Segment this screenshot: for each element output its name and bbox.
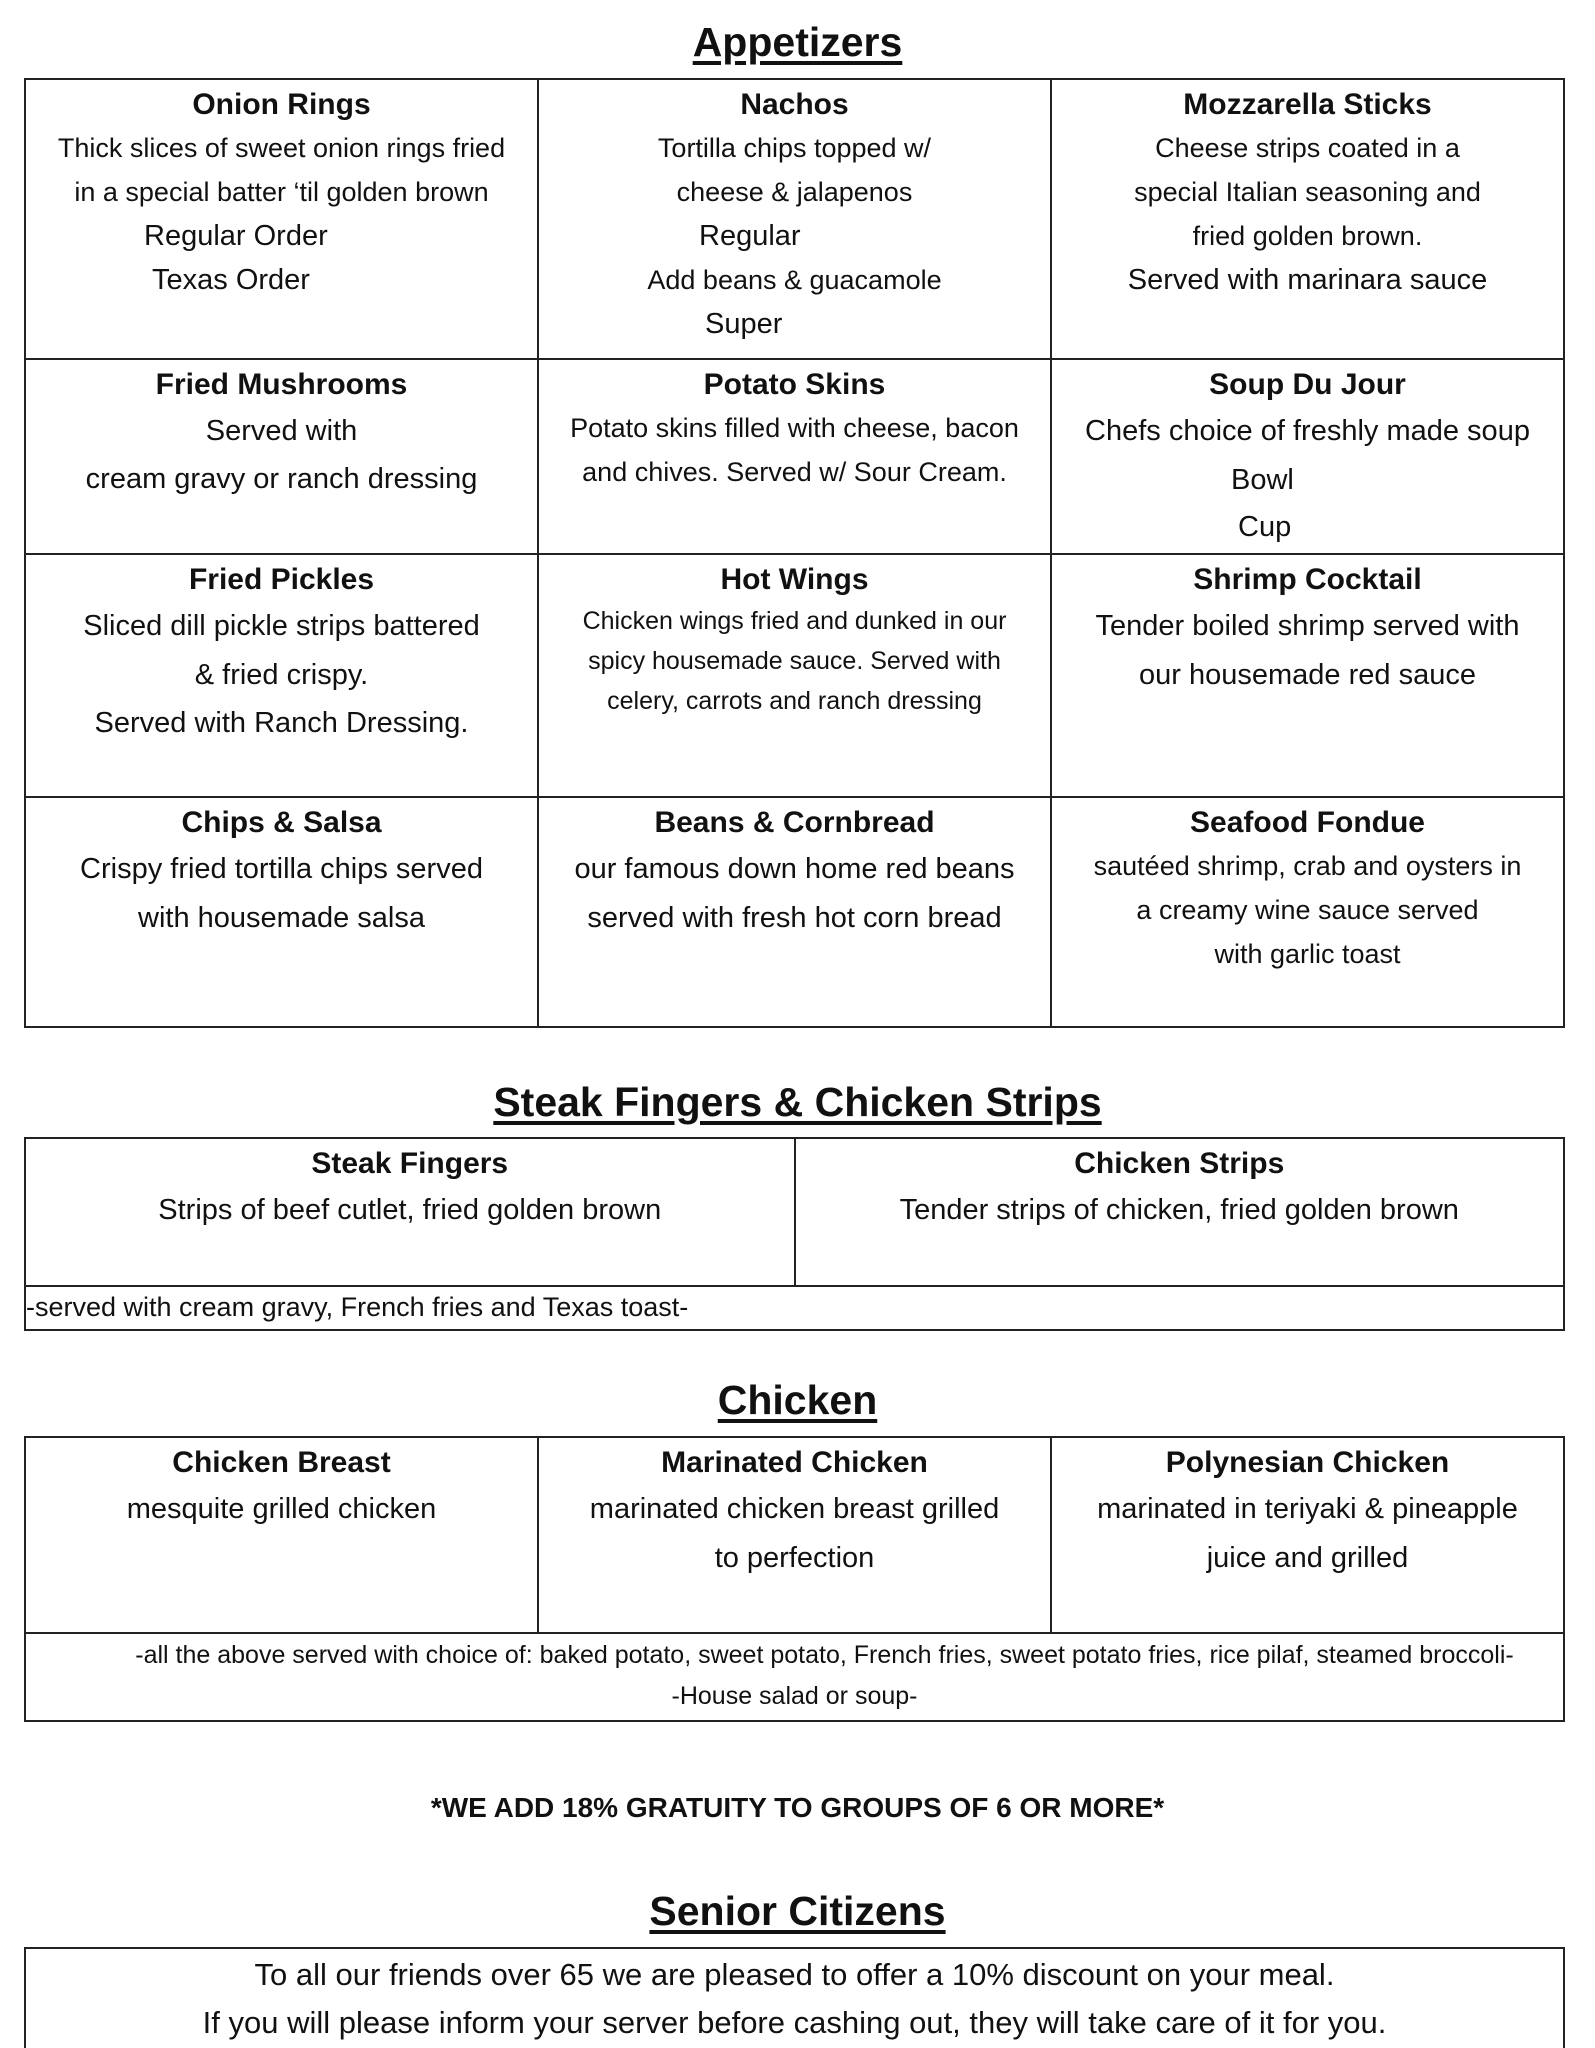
item-desc: Tortilla chips topped w/ (657, 133, 932, 163)
item-name: Soup Du Jour (1209, 368, 1406, 401)
senior-text-line: To all our friends over 65 we are pleased to offer a 10% discount on your meal. (254, 1957, 1335, 1992)
menu-item-chips-salsa (26, 798, 539, 1028)
menu-item-nachos (539, 80, 1052, 358)
item-desc: our famous down home red beans (574, 853, 1015, 885)
item-name: Marinated Chicken (661, 1446, 928, 1479)
item-name: Chips & Salsa (181, 806, 382, 839)
item-desc: celery, carrots and ranch dressing (607, 687, 982, 715)
item-option: Super (705, 308, 783, 340)
item-desc: mesquite grilled chicken (126, 1493, 437, 1525)
item-name: Shrimp Cocktail (1193, 563, 1422, 596)
item-name: Seafood Fondue (1190, 806, 1425, 839)
item-desc: sautéed shrimp, crab and oysters in (1093, 851, 1522, 881)
chicken-section-title: Chicken (717, 1377, 878, 1423)
item-desc: cream gravy or ranch dressing (85, 463, 478, 495)
appetizers-row (26, 798, 1563, 1028)
item-desc: Served with (205, 415, 358, 447)
item-desc: Served with marinara sauce (1127, 264, 1488, 296)
steak-table (24, 1137, 1565, 1331)
chicken-note (26, 1634, 1563, 1720)
menu-item-seafood-fondue (1052, 798, 1563, 1028)
item-desc: fried golden brown. (1192, 221, 1423, 251)
menu-item-onion-rings (26, 80, 539, 358)
item-option: Cup (1238, 511, 1292, 543)
menu-item-polynesian-chicken (1052, 1438, 1563, 1632)
menu-item-marinated-chicken (539, 1438, 1052, 1632)
item-name: Onion Rings (192, 88, 371, 121)
item-desc: our housemade red sauce (1139, 659, 1476, 691)
chicken-table (24, 1436, 1565, 1722)
item-name: Polynesian Chicken (1165, 1446, 1450, 1479)
menu-item-chicken-breast (26, 1438, 539, 1632)
item-desc: Strips of beef cutlet, fried golden brown (158, 1194, 662, 1226)
item-name: Steak Fingers (311, 1147, 509, 1180)
item-desc: marinated in teriyaki & pineapple (1097, 1493, 1518, 1525)
menu-item-hot-wings (539, 555, 1052, 796)
item-option: Add beans & guacamole (647, 265, 942, 295)
item-option: Regular (699, 220, 801, 252)
steak-section-title: Steak Fingers & Chicken Strips (493, 1079, 1102, 1125)
item-name: Chicken Strips (1074, 1147, 1285, 1180)
menu-item-potato-skins (539, 360, 1052, 553)
item-name: Hot Wings (720, 563, 869, 596)
appetizers-table (24, 78, 1565, 1028)
menu-item-beans-cornbread (539, 798, 1052, 1028)
menu-item-soup-du-jour (1052, 360, 1563, 553)
item-desc: Thick slices of sweet onion rings fried (57, 133, 506, 163)
item-desc: with garlic toast (1214, 939, 1401, 969)
item-desc: Chicken wings fried and dunked in our (582, 607, 1007, 635)
senior-section-title: Senior Citizens (649, 1888, 946, 1934)
chicken-salad-note: -House salad or soup- (671, 1682, 918, 1710)
item-desc: a creamy wine sauce served (1136, 895, 1479, 925)
item-desc: to perfection (714, 1542, 875, 1574)
senior-text-line: If you will please inform your server before cashing out, they will take care of it for you. (202, 2005, 1387, 2040)
item-desc: Chefs choice of freshly made soup (1085, 415, 1530, 447)
item-desc: with housemade salsa (138, 902, 425, 934)
item-desc: Cheese strips coated in a (1155, 133, 1460, 163)
item-desc: and chives. Served w/ Sour Cream. (582, 457, 1007, 487)
gratuity-notice: *WE ADD 18% GRATUITY TO GROUPS OF 6 OR MORE* (430, 1792, 1165, 1823)
item-name: Fried Mushrooms (155, 368, 408, 401)
menu-item-fried-mushrooms (26, 360, 539, 553)
item-desc: Served with Ranch Dressing. (94, 707, 469, 739)
appetizers-row (26, 555, 1563, 798)
item-option: Bowl (1231, 464, 1294, 496)
appetizers-row (26, 360, 1563, 555)
item-name: Mozzarella Sticks (1183, 88, 1432, 121)
item-desc: Crispy fried tortilla chips served (80, 853, 483, 885)
item-desc: Potato skins filled with cheese, bacon (570, 413, 1019, 443)
steak-note: -served with cream gravy, French fries and Texas toast- (26, 1292, 689, 1322)
menu-item-shrimp-cocktail (1052, 555, 1563, 796)
chicken-sides-note: -all the above served with choice of: baked potato, sweet potato, French fries, sweet potato fries, rice pilaf, steamed broccoli- (135, 1641, 1514, 1669)
menu-item-mozzarella-sticks (1052, 80, 1563, 358)
item-desc: juice and grilled (1206, 1542, 1409, 1574)
item-desc: served with fresh hot corn bread (587, 902, 1002, 934)
item-desc: spicy housemade sauce. Served with (588, 647, 1001, 675)
item-name: Nachos (740, 88, 849, 121)
item-desc: in a special batter ‘til golden brown (74, 177, 489, 207)
steak-row (26, 1139, 1563, 1287)
senior-box (24, 1947, 1565, 2048)
item-name: Fried Pickles (188, 563, 375, 596)
chicken-row (26, 1438, 1563, 1634)
item-desc: cheese & jalapenos (676, 177, 913, 207)
item-name: Potato Skins (703, 368, 886, 401)
menu-item-steak-fingers (26, 1139, 796, 1285)
appetizers-row (26, 80, 1563, 360)
item-option: Texas Order (152, 264, 310, 296)
item-desc: & fried crispy. (194, 659, 369, 691)
item-desc: Tender boiled shrimp served with (1095, 610, 1520, 642)
menu-item-chicken-strips (796, 1139, 1564, 1285)
item-desc: Tender strips of chicken, fried golden brown (899, 1194, 1459, 1226)
item-name: Beans & Cornbread (654, 806, 935, 839)
appetizers-title: Appetizers (692, 19, 903, 65)
item-desc: Sliced dill pickle strips battered (83, 610, 480, 642)
menu-item-fried-pickles (26, 555, 539, 796)
item-option: Regular Order (144, 220, 328, 252)
item-desc: special Italian seasoning and (1134, 177, 1481, 207)
item-desc: marinated chicken breast grilled (589, 1493, 1000, 1525)
item-name: Chicken Breast (172, 1446, 391, 1479)
